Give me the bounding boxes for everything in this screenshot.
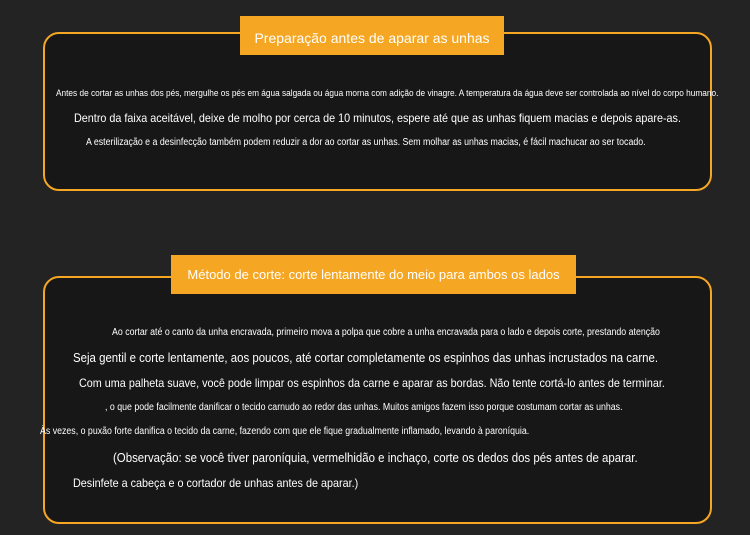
cutting-method-title: Método de corte: corte lentamente do meio para ambos os lados [171,255,576,294]
preparation-line-1: Antes de cortar as unhas dos pés, mergulhe os pés em água salgada ou água morna com adição de vinagre. A temperatura da água deve ser controlada ao nível do corpo humano. [56,88,719,98]
preparation-line-2: Dentro da faixa aceitável, deixe de molho por cerca de 10 minutos, espere até que as unhas fiquem macias e depois apare-as. [74,111,681,125]
cutting-line-1: Ao cortar até o canto da unha encravada, primeiro mova a polpa que cobre a unha encravada para o lado e depois corte, prestando atenção [112,327,660,338]
cutting-line-3: Com uma palheta suave, você pode limpar os espinhos da carne e aparar as bordas. Não tente cortá-lo antes de terminar. [79,376,665,390]
cutting-line-2: Seja gentil e corte lentamente, aos poucos, até cortar completamente os espinhos das unhas incrustados na carne. [73,350,659,365]
preparation-line-3: A esterilização e a desinfecção também podem reduzir a dor ao cortar as unhas. Sem molhar as unhas macias, é fácil machucar ao ser tocado. [86,137,646,148]
cutting-line-6: (Observação: se você tiver paroníquia, vermelhidão e inchaço, corte os dedos dos pés antes de aparar. [113,450,638,465]
cutting-line-5: Às vezes, o puxão forte danifica o tecido da carne, fazendo com que ele fique gradualmente inflamado, levando à paroníquia. [40,426,530,437]
preparation-title: Preparação antes de aparar as unhas [240,16,504,55]
cutting-line-4: , o que pode facilmente danificar o tecido carnudo ao redor das unhas. Muitos amigos fazem isso porque costumam cortar as unhas. [105,402,623,413]
cutting-line-7: Desinfete a cabeça e o cortador de unhas antes de aparar.) [73,476,359,490]
